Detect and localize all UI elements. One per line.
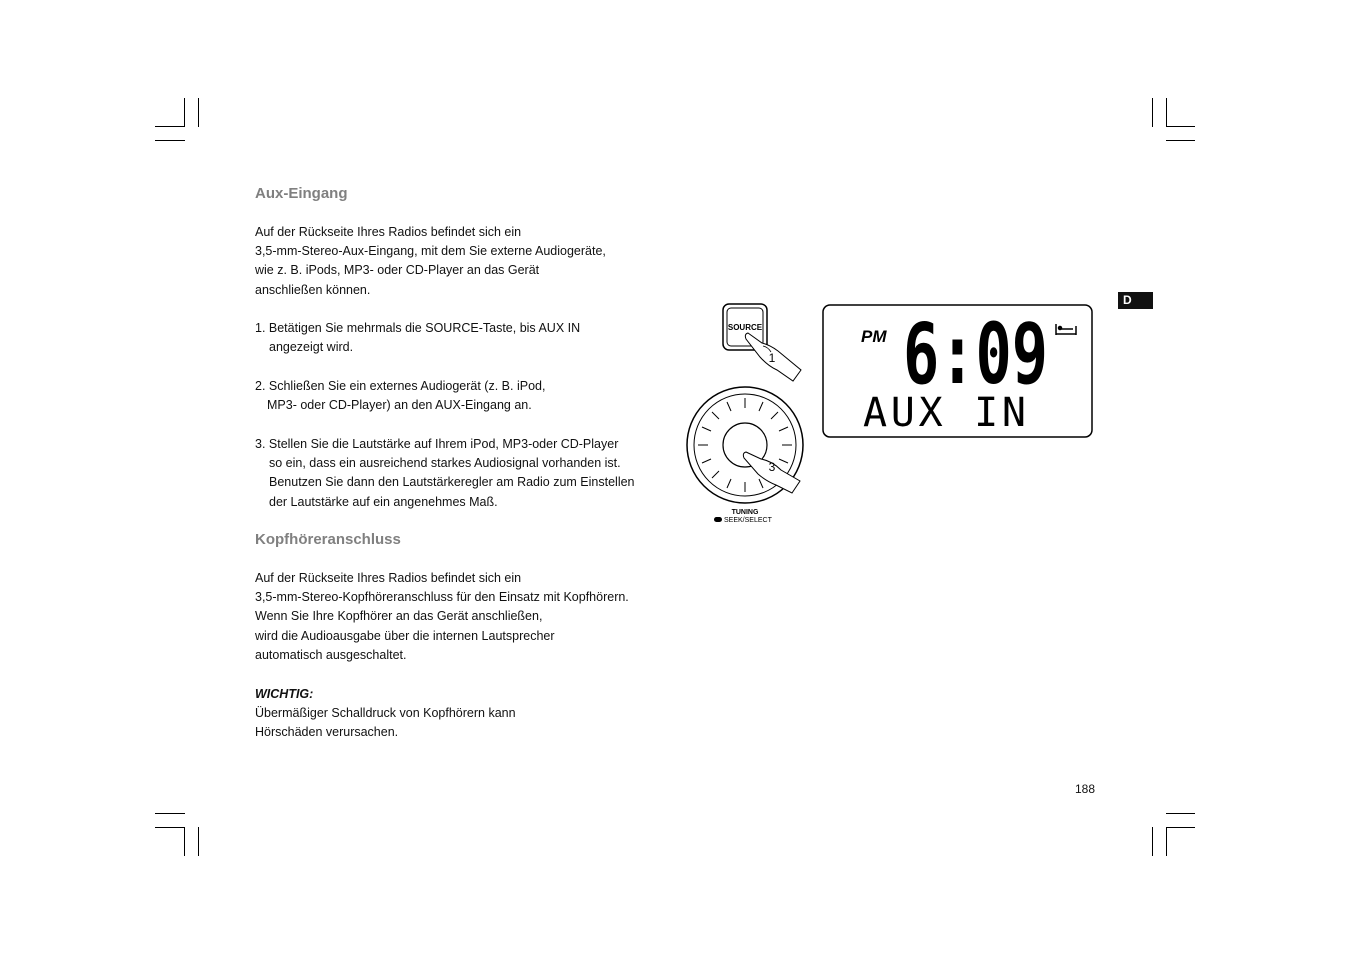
- headphones-body: [255, 569, 629, 665]
- text-line: Auf der Rückseite Ihres Radios befindet sich ein: [255, 225, 522, 239]
- crop-mark: [1166, 813, 1195, 814]
- text-line: Wenn Sie Ihre Kopfhörer an das Gerät anschließen,: [255, 609, 543, 624]
- crop-mark: [155, 126, 185, 127]
- text-line: Hörschäden verursachen.: [255, 725, 399, 740]
- crop-mark: [155, 827, 185, 828]
- knob-sublabel: SEEK/SELECT: [724, 517, 772, 524]
- crop-mark: [1166, 827, 1195, 828]
- text-line: 3. Stellen Sie die Lautstärke auf Ihrem iPod, MP3-oder CD-Player: [255, 437, 619, 451]
- crop-mark: [155, 813, 185, 814]
- callout-3: 3: [768, 460, 776, 474]
- aux-step-2: [255, 377, 545, 415]
- text-line: 1. Betätigen Sie mehrmals die SOURCE-Taste, bis AUX IN: [255, 321, 581, 335]
- crop-mark: [1166, 140, 1195, 141]
- aux-heading: Aux-Eingang: [255, 185, 348, 202]
- crop-mark: [155, 140, 185, 141]
- important-label: WICHTIG:: [255, 687, 314, 701]
- text-line: MP3- oder CD-Player) an den AUX-Eingang an.: [267, 398, 532, 413]
- push-icon: [714, 517, 722, 522]
- text-line: wie z. B. iPods, MP3- oder CD-Player an das Gerät: [255, 263, 540, 278]
- callout-1: 1: [768, 351, 776, 365]
- ampm-indicator: PM: [861, 327, 887, 346]
- text-line: Übermäßiger Schalldruck von Kopfhörern kann: [255, 706, 516, 720]
- crop-mark: [1166, 126, 1195, 127]
- crop-mark: [1152, 827, 1153, 856]
- text-line: 3,5-mm-Stereo-Aux-Eingang, mit dem Sie externe Audiogeräte,: [255, 244, 606, 259]
- crop-mark: [1152, 98, 1153, 127]
- aux-step-3: [255, 435, 635, 512]
- time-readout: 6:09: [903, 305, 1048, 403]
- text-line: 3,5-mm-Stereo-Kopfhöreranschluss für den Einsatz mit Kopfhörern.: [255, 590, 629, 605]
- text-line: anschließen können.: [255, 282, 371, 297]
- language-tab: D: [1118, 292, 1153, 309]
- display-text: AUX IN: [863, 390, 1026, 436]
- important-text: [255, 704, 516, 742]
- text-line: angezeigt wird.: [269, 340, 354, 355]
- crop-mark: [1166, 98, 1167, 127]
- radio-illustration: [680, 300, 1100, 530]
- aux-intro: [255, 223, 606, 300]
- text-line: so ein, dass ein ausreichend starkes Audiosignal vorhanden ist.: [269, 456, 621, 471]
- page-number: 188: [1075, 782, 1096, 796]
- text-line: der Lautstärke auf ein angenehmes Maß.: [269, 494, 498, 509]
- crop-mark: [184, 98, 185, 127]
- text-line: Benutzen Sie dann den Lautstärkeregler am Radio zum Einstellen: [269, 475, 635, 490]
- text-line: Auf der Rückseite Ihres Radios befindet sich ein: [255, 571, 522, 585]
- crop-mark: [198, 827, 199, 856]
- text-line: automatisch ausgeschaltet.: [255, 647, 407, 662]
- text-line: wird die Audioausgabe über die internen Lautsprecher: [255, 628, 555, 643]
- crop-mark: [1166, 827, 1167, 856]
- crop-mark: [198, 98, 199, 127]
- lcd-display: [823, 305, 1092, 437]
- headphones-heading: Kopfhöreranschluss: [255, 531, 401, 548]
- source-button-label: SOURCE: [727, 323, 763, 332]
- text-line: 2. Schließen Sie ein externes Audiogerät (z. B. iPod,: [255, 379, 546, 393]
- knob-label: TUNING: [731, 509, 759, 516]
- aux-step-1: [255, 319, 580, 357]
- crop-mark: [184, 827, 185, 856]
